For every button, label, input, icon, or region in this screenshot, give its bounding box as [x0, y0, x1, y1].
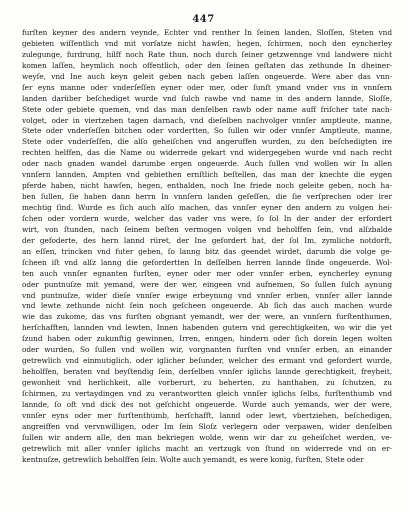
text-line: ſzund haben oder zukunftig gewinnen, Irren, enngen, hindern oder ſich dorein legen wolten — [22, 334, 392, 344]
text-line: ſullen wir andern alle, den man bekriegen wolde, wenn wir dar zu geheiſchet werden, ve- — [22, 432, 392, 442]
text-line: vnd lewte zethunde nicht ſein noch geſcheen ongeuerde. Ab ſich das auch machen wurde — [22, 301, 392, 311]
text-line: vnd puntnuſze, wider dieſe vnnſer ewige erbeynung vnd vnnſer erben, vnnſer aller lannde — [22, 290, 392, 300]
text-line: gebieten wiſſentlich vnd mit vorſatze nicht hawſen, hegen, ſchirmen, noch den eyncherley — [22, 38, 392, 48]
text-line: komen laſſen, heymlich noch offentlich, oder den ſeinen geſtaten das zethunde In dheiner- — [22, 60, 392, 70]
text-line: getrewlich mit aller vnnſer iglichs macht an vertzugk von ſtund on widerrede vnd on er- — [22, 443, 392, 453]
text-line: angreiffen vnd vervnwilligen, oder Im ſein Sloſz verlegern oder verpawen, wider denſelben — [22, 421, 392, 431]
text-line: oder nach gnaden wandel darumbe ergen ongeuerde. Auch ſullen vnd wollen wir In allen — [22, 159, 392, 169]
text-line: ben ſullen, ſie haben dann herrn In vnnſern landen geſeſſen, die ſie verſprechen oder irer — [22, 192, 392, 202]
text-line: kentnuſze, getrewlich beholffen ſein. Wolte auch yemandt, es were konig, furſten, Stete oder — [22, 454, 364, 464]
text-line: Stete oder vnderſeſſen, die alſo geheiſchen vnd angeruffen wurden, zu den beſchedigten ire — [22, 137, 392, 147]
text-line: rechten helffen, das die Name ou widerrede gekart vnd widergegeben wurde vnd nach recht — [22, 148, 392, 158]
text-line: pferde haben, nicht hawſen, hegen, enthalden, noch Ine friede noch geleite geben, noch ha- — [22, 181, 392, 191]
text-line: weyſe, vnd Ine auch keyn geleit geben nach geben laſſen ongeuerde. Were aber das vnn- — [22, 71, 392, 81]
text-line: an eſſen, trincken vnd futer geben, ſo lanng bitz das geendet wirdet, darumb die volge ge- — [22, 246, 392, 256]
text-line: getrewlich vnd einmutiglich, oder iglicher beſunder, welcher des ermant vnd gefordert wurde, — [22, 356, 392, 366]
text-line: mechtig ſind. Wurde es ſich auch alſo machen, das vnnſer eyner den andern zu volgen hei- — [22, 203, 392, 212]
text-line: oder puntnuſze mit yemand, were der wer, eingeen vnd aufnemen, So ſullen ſulch aynung — [22, 279, 392, 289]
text-line: vnnſer eyns oder mer furſtenthumb, herſchafft, lannd oder lewt, vbertziehen, beſchedigen, — [22, 410, 392, 420]
text-line: zulegunge, furdrung, hilff noch Rate thun, noch durch ſeiner getzwennge vnd landwere nicht — [22, 49, 392, 59]
text-line: ten auch vnnſer egnanten furſten, eyner oder mer oder vnnſer erben, eyncherley eynung — [22, 268, 392, 278]
text-line: landen darüber beſchediget wurde vnd ſulch rawbe vnd name in des andern lannde, Sloſſe, — [22, 93, 392, 103]
text-line: oder wurden, So ſullen vnd wollen wir, vorgnanten furſten vnd vnnſer erben, an einander — [22, 345, 392, 355]
text-line: lannde, ſo oft vnd dick des not geſchicht ongeuerde. Wurde auch yemands, wer der were, — [22, 399, 392, 409]
text-line: vnnſern lannden, Ampten vnd gebiethen ernſtlich beſtellen, das man der knechte die eygen — [22, 170, 392, 180]
text-line: Stete oder gebiete quemen, vnd das man denſelben rawb oder name auff friſcher tate nach- — [22, 104, 392, 114]
text-line: volget, oder in viertzehen tagen darnach, vnd dieſelben nachvolger vnnſer amptleute, manne, — [22, 115, 392, 125]
text-line: ſcheen iſt vnd alſz lanng die gefordertten In deſſelben herren lannde ſinde ongeuerde. Wol- — [22, 257, 392, 267]
text-line: gewonheit vnd herlichkeit, alle vorberurt, zu beherten, zu hanthaben, zu ſchutzen, zu — [22, 378, 392, 387]
body-text — [22, 28, 392, 466]
text-line: beholffen, beraten vnd beyſtendig ſein, derſelben vnnſer iglichs lannde gerechtigkeit, freyheit, — [22, 367, 392, 377]
page-number: 447 — [192, 14, 215, 25]
text-line: ſchirmen, zu vertaydingen vnd zu verantwortten gleich vnnſer iglichs ſelbs, furſtenthumb vnd — [22, 388, 392, 398]
text-line: wie das zukome, das vns furſten obgnant yemandt, wer der were, an vnnſern furſtenthumen, — [22, 312, 392, 322]
text-line: Stete oder vnderſeſſen bitchen oder vordertten, So ſullen wir oder vnnſer Amptleute, manne, — [22, 126, 392, 136]
text-line: der gefoderte, des hern lannd rüret, der Ine gefordert hat, der ſol Im, zymliche notdorft, — [22, 235, 392, 245]
text-line: herſchafften, lannden vnd lewten, Innen habenden gutern vnd gerechtigkeiten, wo wir die yet — [22, 323, 392, 333]
text-line: wirt, von ſtunden, nach ſeinem beſten vermogen volgen vnd beholffen ſein, vnd alſzbalde — [22, 224, 392, 234]
text-line: ſer eyns manne oder vnderſeſſen eyner oder mer, oder ſunſt ymand vnder vns in vnnſern — [22, 82, 392, 92]
text-line: furſten keyner des andern veynde, Echter vnd renther In ſeinen landen, Sloſſen, Steten vnd — [22, 28, 392, 37]
text-line: ſchen oder vordern wurde, welcher das vader vns were, ſo ſol In der ander der erfordert — [22, 213, 392, 223]
